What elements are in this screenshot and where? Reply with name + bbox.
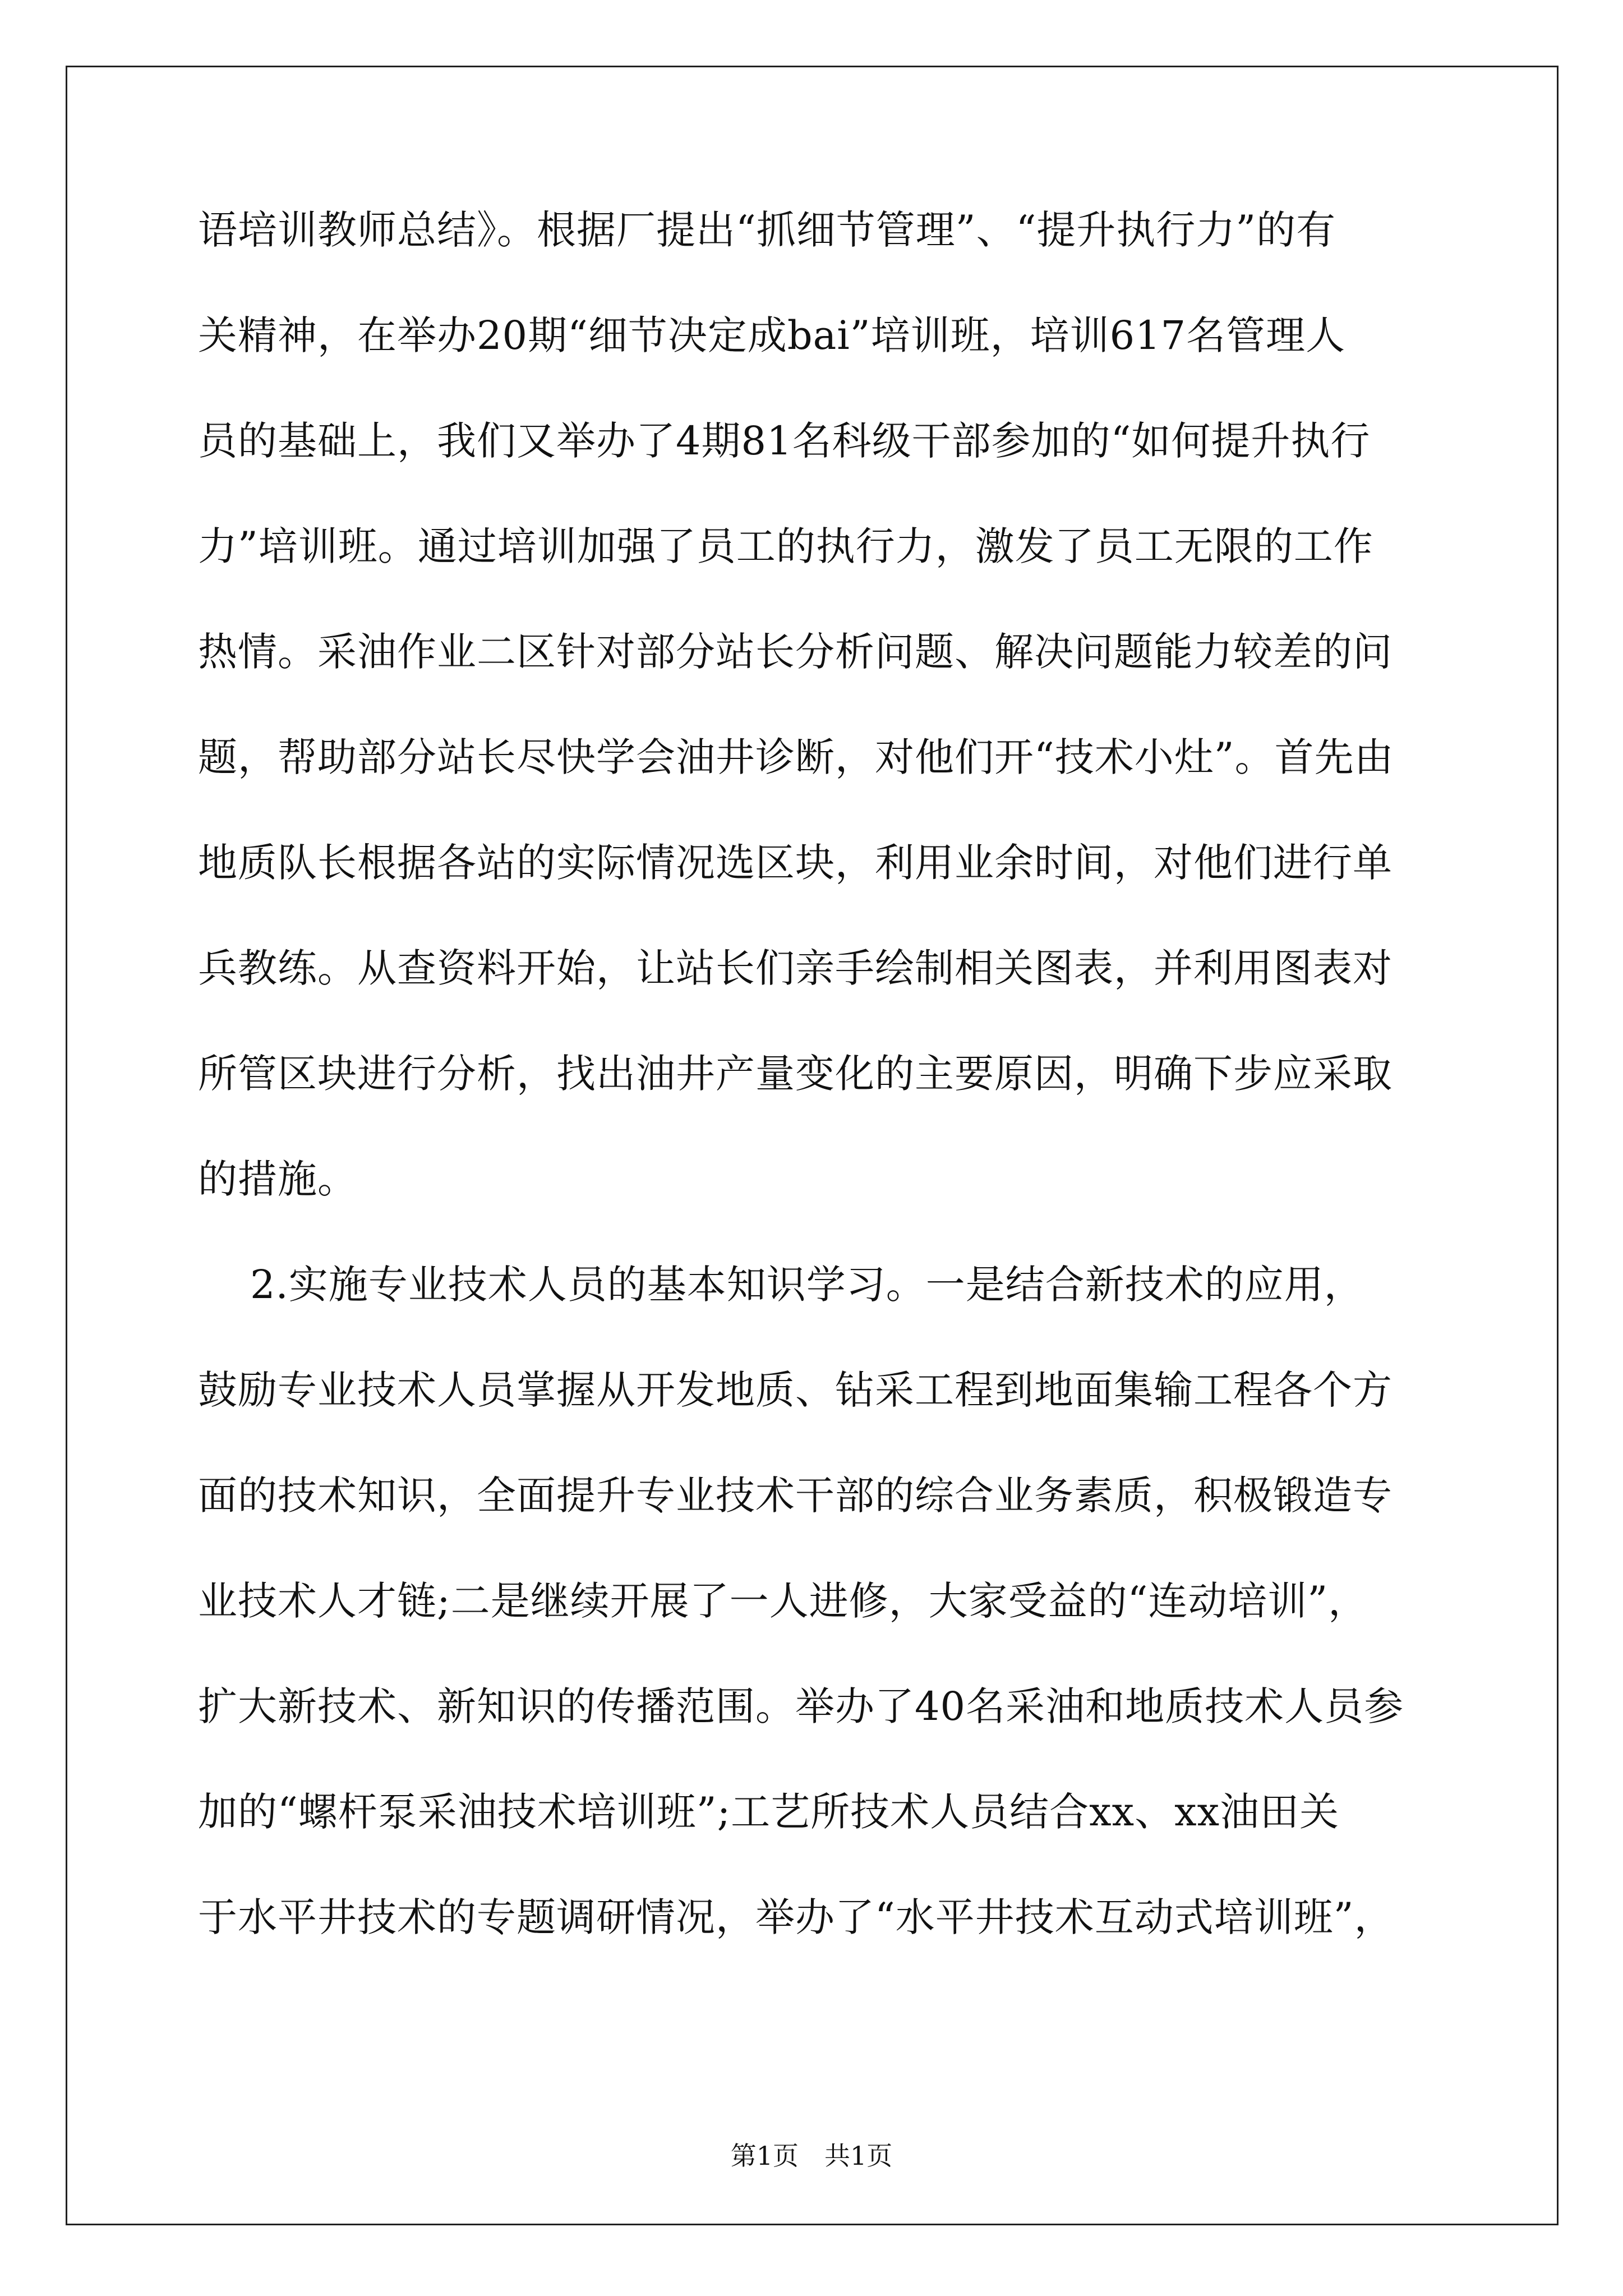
text-line: 于水平井技术的专题调研情况，举办了“水平井技术互动式培训班”，: [198, 1894, 1394, 1940]
text-line: 扩大新技术、新知识的传播范围。举办了40名采油和地质技术人员参: [198, 1683, 1404, 1729]
page-number-footer: 第1页 共1页: [730, 2141, 893, 2171]
text-line: 的措施。: [198, 1156, 357, 1202]
text-line: 2.实施专业技术人员的基本知识学习。一是结合新技术的应用，: [198, 1262, 1364, 1308]
text-line: 题，帮助部分站长尽快学会油井诊断，对他们开“技术小灶”。首先由: [198, 734, 1394, 780]
text-line: 员的基础上，我们又举办了4期81名科级干部参加的“如何提升执行: [198, 418, 1371, 464]
text-line: 加的“螺杆泵采油技术培训班”;工艺所技术人员结合xx、xx油田关: [198, 1789, 1340, 1835]
text-line: 鼓励专业技术人员掌握从开发地质、钻采工程到地面集输工程各个方: [198, 1367, 1393, 1413]
text-line: 热情。采油作业二区针对部分站长分析问题、解决问题能力较差的问: [198, 629, 1393, 675]
text-line: 业技术人才链;二是继续开展了一人进修，大家受益的“连动培训”，: [198, 1578, 1368, 1624]
text-line: 关精神，在举办20期“细节决定成bai”培训班，培训617名管理人: [198, 312, 1346, 358]
text-line: 所管区块进行分析，找出油井产量变化的主要原因，明确下步应采取: [198, 1051, 1393, 1097]
text-line: 力”培训班。通过培训加强了员工的执行力，激发了员工无限的工作: [198, 523, 1373, 569]
text-line: 面的技术知识，全面提升专业技术干部的综合业务素质，积极锻造专: [198, 1473, 1393, 1519]
text-line: 语培训教师总结》。根据厂提出“抓细节管理”、“提升执行力”的有: [198, 207, 1336, 253]
document-body: [198, 207, 1443, 2003]
text-line: 兵教练。从查资料开始，让站长们亲手绘制相关图表，并利用图表对: [198, 945, 1393, 991]
text-line: 地质队长根据各站的实际情况选区块，利用业余时间，对他们进行单: [198, 840, 1393, 886]
